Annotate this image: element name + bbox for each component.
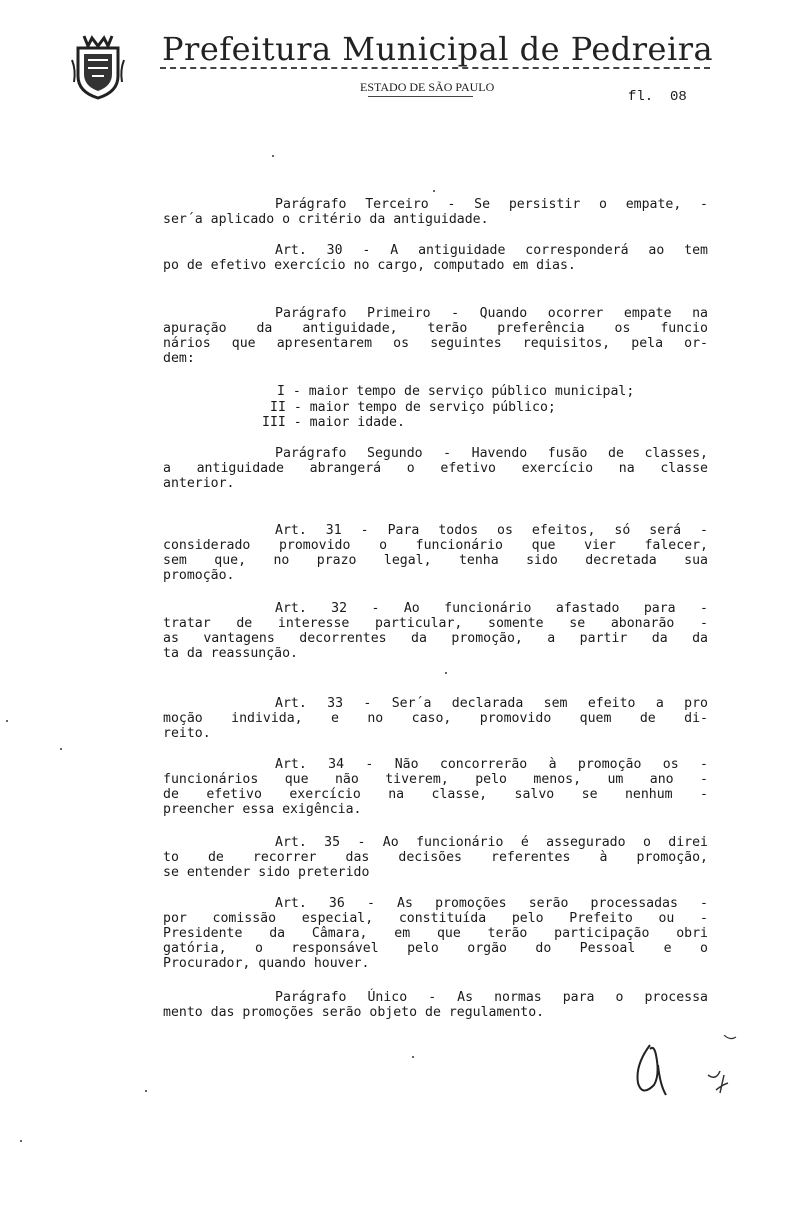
text-line: Art. 32 - Ao funcionário afastado para - bbox=[275, 601, 708, 616]
text-line: to de recorrer das decisões referentes à promoção, bbox=[163, 850, 708, 865]
speck bbox=[20, 1140, 22, 1142]
text-line: as vantagens decorrentes da promoção, a partir da da bbox=[163, 631, 708, 646]
letterhead-title: Prefeitura Municipal de Pedreira bbox=[162, 30, 714, 68]
paragraph bbox=[163, 696, 708, 741]
speck bbox=[412, 1056, 414, 1058]
paragraph bbox=[163, 197, 708, 227]
text-line: preencher essa exigência. bbox=[163, 802, 362, 817]
text-line: Procurador, quando houver. bbox=[163, 956, 370, 971]
text-line: Parágrafo Único - As normas para o processa bbox=[275, 990, 708, 1005]
text-line: a antiguidade abrangerá o efetivo exercício na classe bbox=[163, 461, 708, 476]
text-line: Parágrafo Primeiro - Quando ocorrer empate na bbox=[275, 306, 708, 321]
speck bbox=[6, 720, 8, 722]
list-item: II - maior tempo de serviço público; bbox=[270, 400, 556, 415]
text-line: Art. 35 - Ao funcionário é assegurado o direi bbox=[275, 835, 708, 850]
text-line: tratar de interesse particular, somente se abonarão - bbox=[163, 616, 708, 631]
paragraph bbox=[163, 757, 708, 817]
paragraph bbox=[163, 306, 708, 366]
list-item: III - maior idade. bbox=[262, 415, 405, 430]
speck bbox=[272, 155, 274, 157]
speck bbox=[445, 672, 447, 674]
text-line: reito. bbox=[163, 726, 211, 741]
text-line: se entender sido preterido bbox=[163, 865, 370, 880]
text-line: funcionários que não tiverem, pelo menos, um ano - bbox=[163, 772, 708, 787]
text-line: apuração da antiguidade, terão preferência os funcio bbox=[163, 321, 708, 336]
text-line: po de efetivo exercício no cargo, computado em dias. bbox=[163, 258, 576, 273]
text-line: Art. 36 - As promoções serão processadas - bbox=[275, 896, 708, 911]
text-line: Art. 33 - Ser´a declarada sem efeito a pro bbox=[275, 696, 708, 711]
letterhead-rule bbox=[160, 67, 710, 69]
text-line: nários que apresentarem os seguintes requisitos, pela or- bbox=[163, 336, 708, 351]
coat-of-arms-icon bbox=[70, 30, 126, 100]
text-line: Art. 34 - Não concorrerão à promoção os - bbox=[275, 757, 708, 772]
text-line: Art. 30 - A antiguidade corresponderá ao tem bbox=[275, 243, 708, 258]
paragraph bbox=[163, 990, 708, 1020]
paragraph bbox=[163, 446, 708, 491]
paragraph bbox=[163, 601, 708, 661]
text-line: dem: bbox=[163, 351, 195, 366]
text-line: Parágrafo Terceiro - Se persistir o empate, - bbox=[275, 197, 708, 212]
paragraph bbox=[163, 243, 708, 273]
text-line: promoção. bbox=[163, 568, 235, 583]
text-line: ser´a aplicado o critério da antiguidade. bbox=[163, 212, 489, 227]
text-line: gatória, o responsável pelo orgão do Pessoal e o bbox=[163, 941, 708, 956]
text-line: Art. 31 - Para todos os efeitos, só será - bbox=[275, 523, 708, 538]
paragraph bbox=[163, 835, 708, 880]
speck bbox=[433, 190, 435, 192]
text-line: mento das promoções serão objeto de regulamento. bbox=[163, 1005, 545, 1020]
text-line: por comissão especial, constituída pelo Prefeito ou - bbox=[163, 911, 708, 926]
state-underline bbox=[368, 96, 473, 97]
text-line: de efetivo exercício na classe, salvo se nenhum - bbox=[163, 787, 708, 802]
paragraph bbox=[163, 896, 708, 971]
text-line: anterior. bbox=[163, 476, 235, 491]
text-line: sem que, no prazo legal, tenha sido decretada sua bbox=[163, 553, 708, 568]
text-line: Parágrafo Segundo - Havendo fusão de classes, bbox=[275, 446, 708, 461]
text-line: ta da reassunção. bbox=[163, 646, 298, 661]
state-label: ESTADO DE SÃO PAULO bbox=[360, 80, 495, 94]
handwritten-initials bbox=[620, 1035, 740, 1105]
list-item: I - maior tempo de serviço público municipal; bbox=[277, 384, 635, 399]
paragraph bbox=[163, 523, 708, 583]
text-line: moção individa, e no caso, promovido quem de di- bbox=[163, 711, 708, 726]
speck bbox=[145, 1090, 147, 1092]
text-line: Presidente da Câmara, em que terão participação obri bbox=[163, 926, 708, 941]
text-line: considerado promovido o funcionário que vier falecer, bbox=[163, 538, 708, 553]
folio-number: fl. 08 bbox=[628, 89, 687, 105]
speck bbox=[60, 748, 62, 750]
